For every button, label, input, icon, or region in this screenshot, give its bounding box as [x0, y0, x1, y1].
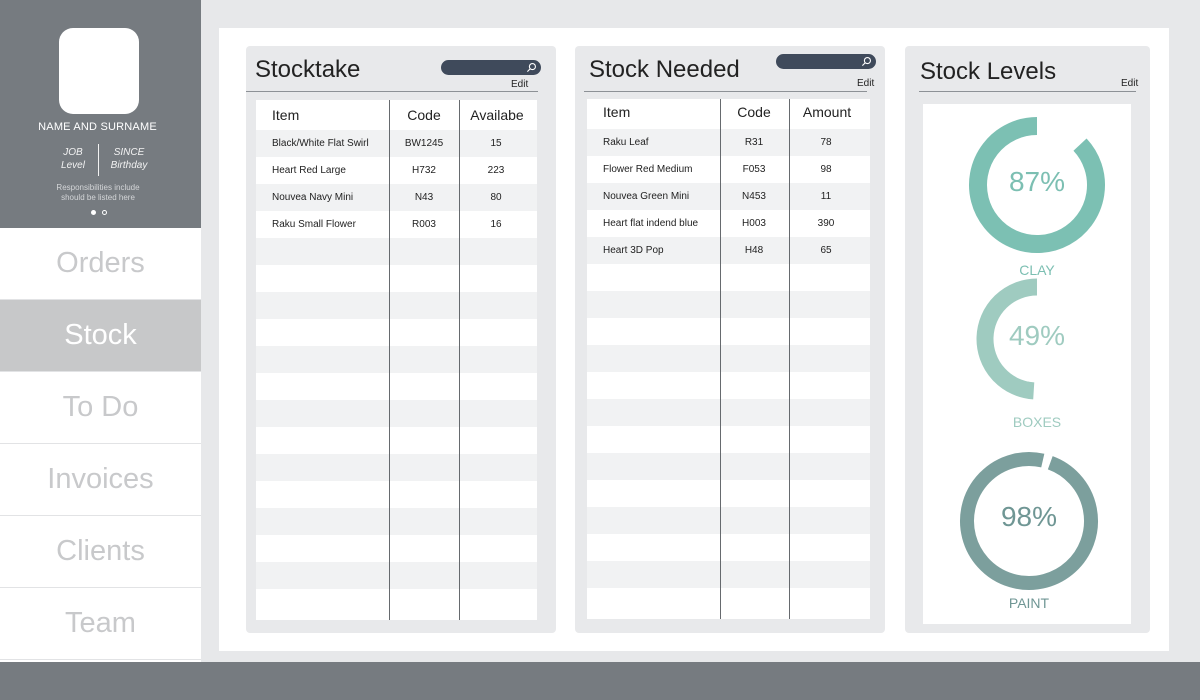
profile-job-title: JOB	[63, 147, 83, 158]
profile-responsibilities: Responsibilities include should be listed here	[56, 183, 140, 202]
table-row[interactable]	[256, 346, 537, 373]
bottom-bar	[0, 662, 1200, 700]
search-icon[interactable]	[861, 56, 872, 67]
gauge-percent-paint: 98%	[1000, 501, 1058, 532]
table-row[interactable]	[587, 480, 870, 507]
table-row[interactable]	[587, 237, 870, 264]
sidebar-item-team[interactable]: Team	[0, 588, 201, 660]
table-cell: Nouvea Green Mini	[603, 191, 690, 202]
table-row[interactable]	[587, 588, 870, 615]
column-header[interactable]: Amount	[802, 104, 852, 120]
profile-name: NAME AND SURNAME	[38, 121, 157, 133]
profile-since-label: SINCE	[113, 147, 145, 158]
table-cell: Flower Red Medium	[603, 164, 693, 175]
table-row[interactable]	[587, 129, 870, 156]
table-cell: H732	[412, 165, 436, 176]
column-divider	[789, 99, 790, 619]
table-row[interactable]	[256, 535, 537, 562]
table-cell: Black/White Flat Swirl	[272, 138, 369, 149]
table-row[interactable]	[587, 507, 870, 534]
table-cell: F053	[742, 164, 766, 175]
stock-levels-gauges	[923, 104, 1131, 624]
stock-levels-divider	[919, 91, 1136, 92]
table-cell: Nouvea Navy Mini	[272, 192, 354, 203]
table-row[interactable]	[256, 211, 537, 238]
stock-levels-panel	[905, 46, 1150, 633]
table-row[interactable]	[256, 427, 537, 454]
stock-levels-title: Stock Levels	[920, 58, 1057, 85]
stocktake-search-input[interactable]	[441, 60, 541, 75]
table-row[interactable]	[587, 561, 870, 588]
stocktake-divider	[246, 91, 538, 92]
table-row[interactable]	[587, 183, 870, 210]
column-header[interactable]: Item	[272, 107, 300, 123]
stock-needed-divider	[584, 91, 867, 92]
table-cell: 98	[820, 164, 832, 175]
table-cell: BW1245	[404, 138, 444, 149]
avatar[interactable]	[59, 28, 139, 114]
gauge-label-boxes: BOXES	[1012, 414, 1062, 430]
table-row[interactable]	[256, 238, 537, 265]
column-header[interactable]: Code	[407, 107, 441, 123]
table-row[interactable]	[256, 589, 537, 616]
column-header[interactable]: Code	[737, 104, 771, 120]
gauge-percent-clay: 87%	[1008, 166, 1066, 197]
table-row[interactable]	[587, 156, 870, 183]
gauge-percent-boxes: 49%	[1008, 320, 1066, 351]
table-row[interactable]	[256, 265, 537, 292]
column-divider	[720, 99, 721, 619]
carousel-dot-active[interactable]	[91, 210, 96, 215]
profile-job-level: Level	[61, 160, 85, 171]
stocktake-title: Stocktake	[255, 56, 361, 83]
table-cell: R003	[412, 219, 436, 230]
table-cell: 80	[490, 192, 502, 203]
table-row[interactable]	[587, 210, 870, 237]
table-row[interactable]	[587, 264, 870, 291]
table-row[interactable]	[256, 130, 537, 157]
carousel-dot[interactable]	[102, 210, 107, 215]
sidebar-item-orders[interactable]: Orders	[0, 228, 201, 300]
table-row[interactable]	[256, 481, 537, 508]
table-row[interactable]	[256, 562, 537, 589]
table-row[interactable]	[256, 373, 537, 400]
stocktake-panel	[246, 46, 556, 633]
column-divider	[389, 100, 390, 620]
sidebar-item-clients[interactable]: Clients	[0, 516, 201, 588]
table-cell: 65	[820, 245, 832, 256]
search-icon[interactable]	[526, 62, 537, 73]
stock-needed-search-input[interactable]	[776, 54, 876, 69]
profile-since	[96, 146, 162, 172]
table-row[interactable]	[256, 454, 537, 481]
table-cell: 78	[820, 137, 832, 148]
table-cell: 223	[487, 165, 505, 176]
stock-needed-table	[587, 99, 870, 619]
table-row[interactable]	[587, 453, 870, 480]
gauge-label-clay: CLAY	[1019, 262, 1055, 278]
column-header[interactable]: Availabe	[470, 107, 524, 123]
table-cell: 11	[820, 191, 832, 202]
stocktake-table	[256, 100, 537, 620]
table-cell: 390	[817, 218, 835, 229]
column-divider	[459, 100, 460, 620]
table-row[interactable]	[256, 157, 537, 184]
stock-needed-panel	[575, 46, 885, 633]
table-row[interactable]	[587, 426, 870, 453]
profile-birthday: Birthday	[110, 160, 148, 171]
sidebar-nav	[0, 228, 201, 660]
table-cell: H003	[742, 218, 766, 229]
gauge-label-paint: PAINT	[1008, 595, 1050, 611]
table-row[interactable]	[587, 345, 870, 372]
table-cell: Raku Small Flower	[272, 219, 356, 230]
stock-needed-edit-button[interactable]: Edit	[857, 78, 875, 89]
table-row[interactable]	[587, 534, 870, 561]
table-row[interactable]	[587, 291, 870, 318]
profile-card	[0, 0, 201, 228]
table-row[interactable]	[256, 319, 537, 346]
table-cell: H48	[744, 245, 764, 256]
stocktake-edit-button[interactable]: Edit	[511, 79, 529, 90]
table-row[interactable]	[256, 292, 537, 319]
table-row[interactable]	[587, 399, 870, 426]
table-cell: N43	[414, 192, 434, 203]
table-row[interactable]	[256, 184, 537, 211]
table-cell: 16	[490, 219, 502, 230]
table-cell: Raku Leaf	[603, 137, 649, 148]
table-cell: Heart flat indend blue	[603, 218, 699, 229]
table-cell: Heart 3D Pop	[603, 245, 664, 256]
sidebar-item-invoices[interactable]: Invoices	[0, 444, 201, 516]
table-cell: R31	[744, 137, 764, 148]
table-row[interactable]	[256, 400, 537, 427]
table-cell: Heart Red Large	[272, 165, 346, 176]
sidebar-item-to-do[interactable]: To Do	[0, 372, 201, 444]
stock-needed-title: Stock Needed	[589, 56, 740, 83]
sidebar	[0, 0, 201, 662]
table-row[interactable]	[587, 318, 870, 345]
sidebar-item-stock[interactable]: Stock	[0, 300, 201, 372]
stock-levels-edit-button[interactable]: Edit	[1121, 78, 1139, 89]
column-header[interactable]: Item	[603, 104, 631, 120]
table-row[interactable]	[587, 372, 870, 399]
table-row[interactable]	[256, 508, 537, 535]
main-content	[219, 28, 1169, 651]
table-cell: 15	[490, 138, 502, 149]
table-cell: N453	[742, 191, 766, 202]
